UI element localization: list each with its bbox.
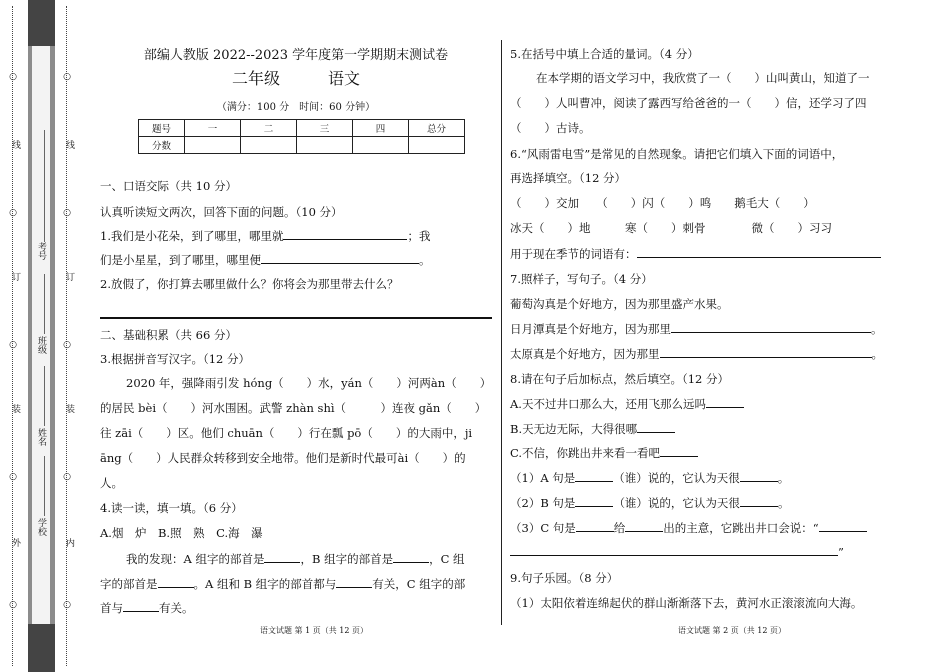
question-5-line: （ ）古诗。 (510, 121, 591, 135)
question-5-line: （ ）人叫曹冲，阅读了露西写给爸爸的一（ ）信，还学习了四 (510, 96, 867, 110)
answer-blank[interactable] (264, 549, 300, 563)
question-8-text: （3）C 句是 (510, 521, 576, 535)
question-4: 4.读一读，填一填。（6 分） (100, 501, 243, 515)
inner-label-ding: 订 (64, 272, 74, 281)
score-table (138, 119, 465, 154)
question-9-item-1: （1）太阳依着连绵起伏的群山渐渐落下去，黄河水正滚滚流向大海。 (510, 596, 863, 610)
question-1-text: 1.我们是小花朵，到了哪里，哪里就 (100, 229, 284, 243)
school-line (44, 456, 45, 516)
name-line (44, 366, 45, 426)
question-7-line (510, 319, 902, 339)
margin-label-xian: 线 (10, 140, 20, 149)
question-8-text: B.天无边无际，大得很哪 (510, 422, 638, 436)
circle-mark: ○ (63, 72, 71, 82)
question-3: 3.根据拼音写汉字。（12 分） (100, 352, 251, 366)
answer-blank[interactable] (336, 574, 372, 588)
circle-mark: ○ (63, 600, 71, 610)
section-divider (100, 317, 492, 319)
question-3-line: 的居民 bèi（ ）河水围困。武警 zhàn shì（ ）连夜 gǎn（ ） (100, 401, 487, 415)
student-info-strip (28, 0, 55, 672)
section-2-title: 二、基础积累（共 66 分） (100, 328, 237, 342)
section-1-title: 一、口语交际（共 10 分） (100, 179, 237, 193)
question-6-cont: 再选择填空。（12 分） (510, 171, 627, 185)
answer-blank[interactable] (637, 419, 675, 433)
question-7-text: 。 (871, 322, 883, 336)
answer-blank[interactable] (575, 468, 613, 482)
question-4-text: ，B 组字的部首是 (300, 552, 394, 566)
score-header-cell: 三 (297, 120, 353, 137)
score-cell[interactable] (409, 137, 465, 154)
exam-title: 部编人教版 2022--2023 学年度第一学期期末测试卷 (143, 48, 449, 63)
question-8-text: C.不信，你跳出井来看一看吧 (510, 446, 661, 460)
inner-dotted-line (66, 6, 77, 666)
score-header-cell: 二 (241, 120, 297, 137)
question-4-text: 首与 (100, 601, 123, 615)
answer-blank[interactable] (576, 518, 614, 532)
question-3-line: 2020 年，强降雨引发 hóng（ ）水，yán（ ）河两àn（ ） (126, 376, 492, 390)
circle-mark: ○ (9, 600, 17, 610)
question-7-text: 太原真是个好地方，因为那里 (510, 347, 660, 361)
circle-mark: ○ (63, 208, 71, 218)
question-6-line: （ ）交加 （ ）闪（ ）鸣 鹅毛大（ ） (510, 196, 815, 210)
section-1-intro: 认真听读短文两次，回答下面的问题。（10 分） (100, 205, 343, 219)
question-8-sentence-a (510, 394, 902, 414)
subject-label: 语文 (328, 69, 361, 88)
margin-label-zhuang: 装 (10, 404, 20, 413)
circle-mark: ○ (63, 472, 71, 482)
question-8-text: 出的主意，它跳出井口会说：“ (663, 521, 819, 535)
question-8-text: A.天不过井口那么大，还用飞那么远吗 (510, 397, 706, 411)
question-8-sub-2 (510, 493, 902, 513)
question-8-text: （2）B 句是 (510, 496, 576, 510)
question-8-text: 。 (777, 496, 790, 510)
question-1 (100, 226, 492, 246)
exam-number-line (44, 130, 45, 242)
circle-mark: ○ (9, 208, 17, 218)
page-1 (100, 0, 492, 672)
answer-blank[interactable] (740, 493, 778, 507)
circle-mark: ○ (9, 340, 17, 350)
circle-mark: ○ (63, 340, 71, 350)
question-6: 6.“风雨雷电雪”是常见的自然现象。请把它们填入下面的词语中， (510, 147, 844, 161)
inner-label-nei: 内 (64, 538, 74, 547)
question-3-line: 人。 (100, 476, 123, 490)
school-label: 学校 (36, 518, 46, 536)
question-1-text: 。 (419, 253, 431, 267)
answer-blank[interactable] (671, 319, 871, 333)
name-label: 姓名 (36, 428, 46, 446)
question-8-sentence-b (510, 419, 902, 439)
score-header-cell: 总分 (409, 120, 465, 137)
question-4-options: A.烟 炉 B.照 熟 C.海 瀑 (100, 526, 263, 540)
question-4-text: 。A 组和 B 组字的部首都与 (193, 577, 337, 591)
class-line (44, 274, 45, 334)
question-3-line: āng（ ）人民群众转移到安全地带。他们是新时代最可ài（ ）的 (100, 451, 466, 465)
exam-subtitle (100, 66, 492, 89)
question-6-line: 冰天（ ）地 寒（ ）刺骨 微（ ）习习 (510, 221, 832, 235)
question-4-text: 我的发现：A 组字的部首是 (126, 552, 265, 566)
question-7-example: 葡萄沟真是个好地方，因为那里盛产水果。 (510, 297, 729, 311)
inner-label-zhuang: 装 (64, 404, 74, 413)
question-7-text: 。 (871, 347, 883, 361)
score-row-label: 分数 (139, 137, 185, 154)
page-footer: 语文试题 第 1 页（共 12 页） (260, 626, 368, 635)
question-5: 5.在括号中填上合适的量词。（4 分） (510, 47, 699, 61)
question-6-line (510, 244, 902, 264)
question-2: 2.放假了，你打算去哪里做什么？你将会为那里带去什么？ (100, 277, 399, 291)
score-header-row (139, 120, 465, 137)
outer-dotted-line (12, 6, 23, 666)
answer-blank[interactable] (660, 344, 872, 358)
answer-blank[interactable] (158, 574, 194, 588)
question-8: 8.请在句子后加标点，然后填空。（12 分） (510, 372, 730, 386)
page-footer: 语文试题 第 2 页（共 12 页） (678, 626, 786, 635)
answer-blank[interactable] (261, 250, 419, 264)
question-5-line: 在本学期的语文学习中，我欣赏了一（ ）山叫黄山，知道了一 (536, 71, 870, 85)
question-8-text: （谁）说的，它认为天很 (613, 496, 740, 510)
question-1-text: ；我 (407, 229, 431, 243)
question-8-sentence-c (510, 443, 902, 463)
question-6-text: 用于现在季节的词语有： (510, 247, 637, 261)
binding-margin (0, 0, 82, 672)
question-8-text: ” (838, 545, 844, 559)
grade-label: 二年级 (231, 69, 280, 88)
question-9: 9.句子乐园。（8 分） (510, 571, 619, 585)
circle-mark: ○ (9, 472, 17, 482)
score-header-cell: 一 (185, 120, 241, 137)
score-cell[interactable] (241, 137, 297, 154)
answer-blank[interactable] (575, 493, 613, 507)
class-label: 班级 (36, 336, 46, 354)
question-7: 7.照样子，写句子。（4 分） (510, 272, 653, 286)
question-3-line: 往 zāi（ ）区。他们 chuān（ ）行在瓢 pō（ ）的大雨中，ji (100, 426, 473, 440)
inner-label-xian: 线 (64, 140, 74, 149)
answer-blank[interactable] (510, 542, 838, 556)
answer-blank[interactable] (660, 443, 698, 457)
question-8-text: （1）A 句是 (510, 471, 576, 485)
question-4-line (100, 598, 492, 618)
score-header-cell: 四 (353, 120, 409, 137)
margin-label-wai: 外 (10, 538, 20, 547)
answer-blank[interactable] (625, 518, 663, 532)
question-1-text: 们是小星星，到了哪里，哪里便 (100, 253, 261, 267)
score-cell[interactable] (353, 137, 409, 154)
exam-number-label: 考号 (36, 242, 46, 260)
question-8-text: （谁）说的，它认为天很 (613, 471, 740, 485)
question-7-line (510, 344, 902, 364)
question-4-line (100, 549, 518, 569)
page-divider (501, 40, 502, 625)
question-4-text: 有关。 (159, 601, 194, 615)
exam-meta: （满分：100 分 时间：60 分钟） (216, 102, 376, 113)
question-8-sub-3 (510, 518, 902, 538)
question-8-text: 。 (777, 471, 790, 485)
question-8-sub-3-cont (510, 542, 902, 562)
score-header-cell: 题号 (139, 120, 185, 137)
question-4-text: 字的部首是 (100, 577, 158, 591)
question-4-line (100, 574, 492, 594)
question-7-text: 日月潭真是个好地方，因为那里 (510, 322, 671, 336)
question-1-cont (100, 250, 492, 270)
score-cell[interactable] (185, 137, 241, 154)
page-2 (510, 0, 902, 672)
answer-blank[interactable] (123, 598, 159, 612)
score-cell[interactable] (297, 137, 353, 154)
answer-blank[interactable] (740, 468, 778, 482)
answer-blank[interactable] (819, 518, 867, 532)
circle-mark: ○ (9, 72, 17, 82)
question-4-text: ，C 组 (429, 552, 465, 566)
answer-blank[interactable] (706, 394, 744, 408)
margin-label-ding: 订 (10, 272, 20, 281)
answer-blank[interactable] (393, 549, 429, 563)
score-row (139, 137, 465, 154)
answer-blank[interactable] (637, 244, 881, 258)
question-8-sub-1 (510, 468, 902, 488)
question-4-text: 有关，C 组字的部 (372, 577, 466, 591)
question-8-text: 给 (613, 521, 626, 535)
answer-blank[interactable] (283, 226, 407, 240)
